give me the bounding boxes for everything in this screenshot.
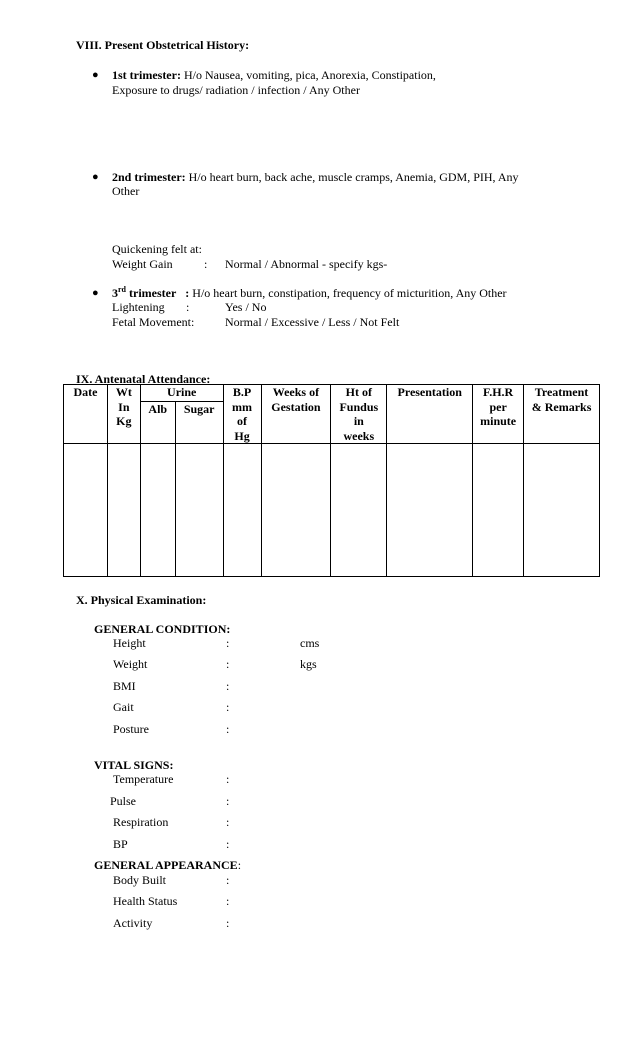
table-row (64, 444, 600, 577)
third-trimester-text: H/o heart burn, constipation, frequency of micturition, Any Other (192, 286, 507, 300)
section-x-title: X. Physical Examination: (76, 593, 207, 607)
gc-unit-weight: kgs (300, 657, 317, 671)
second-trimester-label: 2nd trimester: (112, 170, 186, 184)
lightening-colon: : (186, 300, 190, 314)
table-cell (473, 444, 524, 577)
vs-label-bp: BP (113, 837, 128, 851)
lightening-value: Yes / No (225, 300, 267, 314)
vs-label-pulse: Pulse (110, 794, 137, 808)
general-appearance-heading: GENERAL APPEARANCE: (94, 858, 242, 872)
table-cell (64, 444, 108, 577)
col-header-weeks-gestation: Weeks of Gestation (261, 385, 331, 444)
table-cell (175, 444, 223, 577)
ga-label-activity: Activity (113, 916, 153, 930)
fetal-movement-label: Fetal Movement: (112, 315, 195, 329)
first-trimester-line1 (112, 68, 436, 82)
vs-colon: : (226, 815, 230, 829)
antenatal-attendance-table (63, 384, 600, 577)
gc-label-weight: Weight (113, 657, 148, 671)
col-header-urine: Urine (140, 385, 223, 402)
gc-label-gait: Gait (113, 700, 134, 714)
section-viii-title: VIII. Present Obstetrical History: (76, 38, 250, 52)
first-trimester-text: H/o Nausea, vomiting, pica, Anorexia, Constipation, (183, 68, 436, 82)
second-trimester-text: H/o heart burn, back ache, muscle cramps, Anemia, GDM, PIH, Any (188, 170, 519, 184)
third-trimester-line1 (112, 286, 507, 300)
vs-colon: : (226, 794, 230, 808)
table-cell (331, 444, 387, 577)
table-cell (223, 444, 261, 577)
col-header-bp: B.P mm of Hg (223, 385, 261, 444)
third-trimester-label: 3rd trimester : (112, 285, 190, 300)
second-trimester-line2: Other (112, 184, 140, 198)
ga-label-health-status: Health Status (113, 894, 178, 908)
second-trimester-line1 (112, 170, 519, 184)
gc-colon: : (226, 679, 230, 693)
vs-label-respiration: Respiration (113, 815, 169, 829)
bullet-icon: ● (92, 171, 99, 183)
ga-colon: : (226, 916, 230, 930)
bullet-icon: ● (92, 69, 99, 81)
weight-gain-value: Normal / Abnormal - specify kgs- (225, 257, 388, 271)
section-ix-title: IX. Antenatal Attendance: (76, 372, 211, 386)
first-trimester-line2: Exposure to drugs/ radiation / infection / Any Other (112, 83, 360, 97)
vs-colon: : (226, 837, 230, 851)
gc-colon: : (226, 722, 230, 736)
gc-unit-height: cms (300, 636, 320, 650)
gc-label-bmi: BMI (113, 679, 136, 693)
lightening-label: Lightening (112, 300, 165, 314)
table-cell (107, 444, 140, 577)
table-cell (261, 444, 331, 577)
col-header-treatment: Treatment & Remarks (524, 385, 600, 444)
gc-colon: : (226, 700, 230, 714)
vs-label-temperature: Temperature (113, 772, 174, 786)
gc-colon: : (226, 636, 230, 650)
ga-label-body-built: Body Built (113, 873, 167, 887)
col-header-presentation: Presentation (387, 385, 473, 444)
weight-gain-label: Weight Gain (112, 257, 173, 271)
col-header-sugar: Sugar (175, 402, 223, 444)
col-header-ht-fundus: Ht of Fundus in weeks (331, 385, 387, 444)
col-header-alb: Alb (140, 402, 175, 444)
gc-label-height: Height (113, 636, 146, 650)
fetal-movement-value: Normal / Excessive / Less / Not Felt (225, 315, 400, 329)
ga-colon: : (226, 873, 230, 887)
col-header-wt: Wt In Kg (107, 385, 140, 444)
quickening-label: Quickening felt at: (112, 242, 202, 256)
col-header-fhr: F.H.R per minute (473, 385, 524, 444)
gc-colon: : (226, 657, 230, 671)
vital-signs-heading: VITAL SIGNS: (94, 758, 174, 772)
table-cell (140, 444, 175, 577)
bullet-icon: ● (92, 287, 99, 299)
weight-gain-colon: : (204, 257, 208, 271)
table-cell (387, 444, 473, 577)
first-trimester-label: 1st trimester: (112, 68, 181, 82)
vs-colon: : (226, 772, 230, 786)
table-cell (524, 444, 600, 577)
ga-colon: : (226, 894, 230, 908)
general-condition-heading: GENERAL CONDITION: (94, 622, 231, 636)
gc-label-posture: Posture (113, 722, 149, 736)
col-header-date: Date (64, 385, 108, 444)
